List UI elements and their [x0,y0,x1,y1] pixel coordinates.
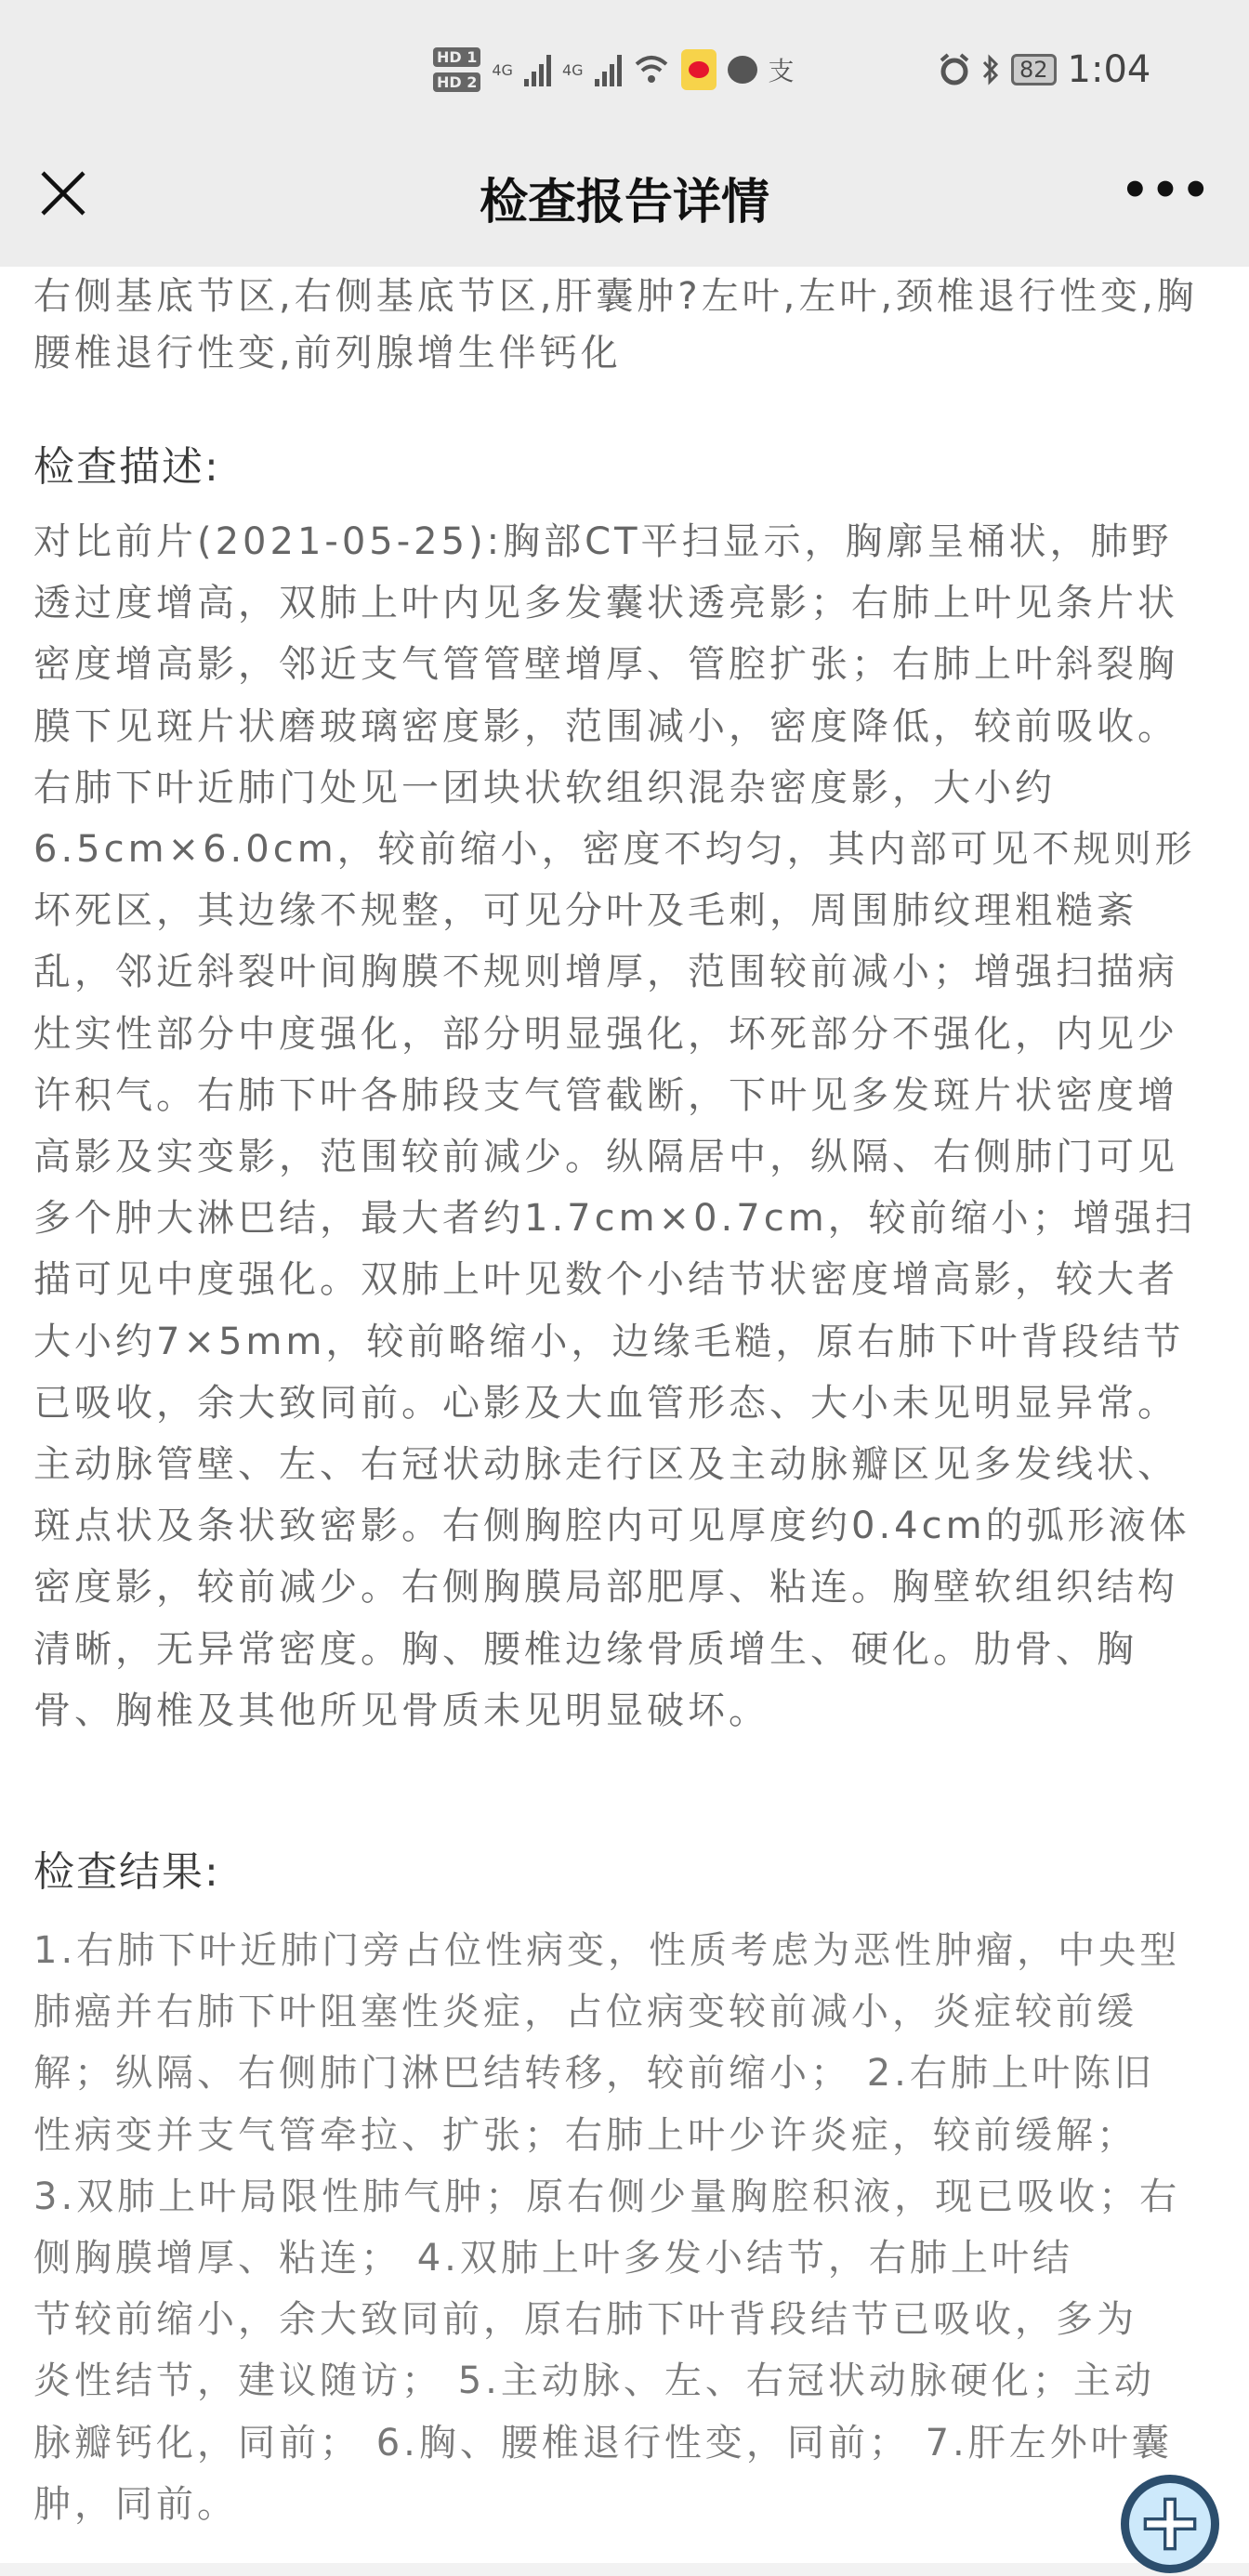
text-line: 清晰，无异常密度。胸、腰椎边缘骨质增生、硬化。肋骨、胸 [33,1627,1137,1671]
text-line: 透过度增高，双肺上叶内见多发囊状透亮影；右肺上叶见条片状 [33,582,1178,625]
more-menu-button[interactable]: ••• [1120,164,1212,217]
sim2-label: HD 2 [433,72,480,92]
status-bar-right [939,37,1150,102]
text-line: 多个肿大淋巴结，最大者约1.7cm×0.7cm，较前缩小；增强扫 [33,1197,1196,1241]
text-line: 已吸收，余大致同前。心影及大血管形态、大小未见明显异常。 [33,1381,1178,1425]
plus-icon [1129,2483,1211,2565]
sim-indicator [433,47,480,92]
bottom-bar [0,2563,1249,2576]
text-line: 右肺下叶近肺门处见一团块状软组织混杂密度影，大小约 [33,766,1056,809]
text-line: 性病变并支气管牵拉、扩张；右肺上叶少许炎症，较前缓解； [33,2113,1137,2157]
text-line: 6.5cm×6.0cm，较前缩小，密度不均匀，其内部可见不规则形 [33,828,1196,871]
text-line: 脉瓣钙化，同前； 6.胸、腰椎退行性变，同前； 7.肝左外叶囊 [33,2421,1173,2464]
text-line: 节较前缩小，余大致同前，原右肺下叶背段结节已吸收，多为 [33,2298,1137,2342]
text-line: 灶实性部分中度强化，部分明显强化，坏死部分不强化，内见少 [33,1012,1178,1056]
text-line: 膜下见斑片状磨玻璃密度影，范围减小，密度降低，较前吸收。 [33,704,1178,748]
wifi-icon [633,53,670,86]
status-bar-left [433,37,795,102]
text-line: 乱，邻近斜裂叶间胸膜不规则增厚，范围较前减小；增强扫描病 [33,951,1178,994]
text-line: 肿，同前。 [33,2482,238,2526]
text-line: 3.双肺上叶局限性肺气肿；原右侧少量胸腔积液，现已吸收；右 [33,2175,1181,2218]
text-line: 大小约7×5mm，较前略缩小，边缘毛糙，原右肺下叶背段结节 [33,1320,1185,1363]
alarm-icon [939,53,970,86]
network1-label: 4G [492,60,513,79]
bluetooth-icon [981,53,1000,86]
text-line: 解；纵隔、右侧肺门淋巴结转移，较前缩小； 2.右肺上叶陈旧 [33,2052,1155,2096]
page-title: 检查报告详情 [479,175,769,230]
text-line: 右侧基底节区,右侧基底节区,肝囊肿?左叶,左叶,颈椎退行性变,胸 [33,275,1198,318]
text-line: 描可见中度强化。双肺上叶见数个小结节状密度增高影，较大者 [33,1258,1178,1302]
text-line: 密度增高影，邻近支气管管壁增厚、管腔扩张；右肺上叶斜裂胸 [33,643,1178,687]
text-line: 侧胸膜增厚、粘连； 4.双肺上叶多发小结节，右肺上叶结 [33,2237,1073,2280]
text-line: 1.右肺下叶近肺门旁占位性病变，性质考虑为恶性肿瘤，中央型 [33,1929,1181,1972]
app-header [0,0,1249,267]
text-line: 骨、胸椎及其他所见骨质未见明显破坏。 [33,1689,769,1732]
text-line: 主动脉管壁、左、右冠状动脉走行区及主动脉瓣区见多发线状、 [33,1443,1178,1486]
text-line: 斑点状及条状致密影。右侧胸腔内可见厚度约0.4cm的弧形液体 [33,1505,1190,1548]
text-line: 腰椎退行性变,前列腺增生伴钙化 [33,332,622,375]
network2-label: 4G [561,60,584,79]
clock-time: 1:04 [1067,48,1151,91]
sim1-label: HD 1 [433,47,480,67]
add-button[interactable] [1121,2475,1219,2573]
text-line: 许积气。右肺下叶各肺段支气管截断，下叶见多发斑片状密度增 [33,1073,1178,1117]
weibo-icon [681,49,717,90]
text-line: 对比前片(2021-05-25):胸部CT平扫显示，胸廓呈桶状，肺野 [33,520,1173,563]
signal-icon [595,53,622,86]
text-line: 密度影，较前减少。右侧胸膜局部肥厚、粘连。胸壁软组织结构 [33,1566,1178,1610]
result-heading: 检查结果: [33,1848,220,1896]
text-line: 坏死区，其边缘不规整，可见分叶及毛刺，周围肺纹理粗糙紊 [33,889,1137,933]
text-line: 肺癌并右肺下叶阻塞性炎症，占位病变较前减小，炎症较前缓 [33,1991,1137,2034]
signal-icon [524,53,551,86]
description-heading: 检查描述: [33,443,220,491]
text-line: 高影及实变影，范围较前减少。纵隔居中，纵隔、右侧肺门可见 [33,1136,1178,1178]
message-icon [728,56,757,84]
battery-icon: 82 [1011,54,1057,85]
text-line: 炎性结节，建议随访； 5.主动脉、左、右冠状动脉硬化；主动 [33,2359,1155,2403]
alipay-icon: 支 [768,56,795,86]
